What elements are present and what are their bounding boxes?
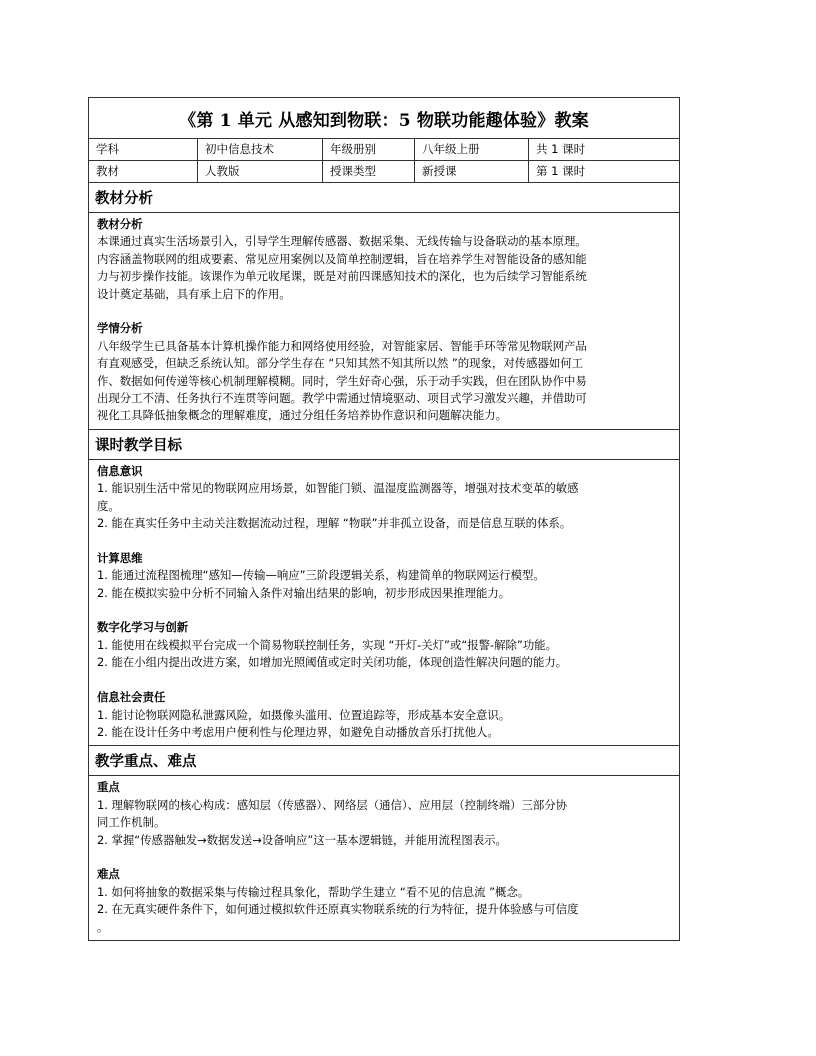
subheading-difficulties: 难点 (97, 867, 120, 882)
lesson-plan-table (88, 97, 680, 941)
subheading-learner-analysis: 学情分析 (97, 321, 143, 336)
text-line: 2. 能在小组内提出改进方案，如增加光照阈值或定时关闭功能，体现创造性解决问题的能力。 (97, 655, 568, 670)
section-heading-goals: 课时教学目标 (89, 430, 679, 460)
section-body-keys (89, 776, 679, 940)
text-line: 1. 能使用在线模拟平台完成一个简易物联控制任务，实现 “开灯-关灯”或“报警-解除”功能。 (97, 637, 557, 652)
text-line: 2. 能在模拟实验中分析不同输入条件对输出结果的影响，初步形成因果推理能力。 (97, 585, 511, 600)
meta-row-textbook (89, 161, 679, 183)
text-line: 。 (97, 919, 109, 934)
text-line: 度。 (97, 498, 120, 513)
section-heading-keys: 教学重点、难点 (89, 746, 679, 776)
subheading-social-responsibility: 信息社会责任 (97, 690, 166, 705)
grade-value: 八年级上册 (415, 139, 529, 160)
section-heading-analysis: 教材分析 (89, 183, 679, 213)
lesson-type-label: 授课类型 (323, 161, 415, 182)
meta-row-subject (89, 139, 679, 161)
text-line: 2. 能在真实任务中主动关注数据流动过程，理解 “物联”并非孤立设备，而是信息互联的体系。 (97, 516, 572, 531)
subject-label: 学科 (89, 139, 198, 160)
text-line: 同工作机制。 (97, 815, 166, 830)
text-line: 2. 掌握“传感器触发→数据发送→设备响应”这一基本逻辑链，并能用流程图表示。 (97, 832, 507, 847)
text-line: 1. 理解物联网的核心构成：感知层（传感器）、网络层（通信）、应用层（控制终端）三部分协 (97, 797, 568, 812)
text-line: 作、数据如何传递等核心机制理解模糊。同时，学生好奇心强，乐于动手实践，但在团队协作中易 (97, 373, 587, 388)
text-line: 力与初步操作技能。该课作为单元收尾课，既是对前四课感知技术的深化，也为后续学习智能系统 (97, 269, 587, 284)
current-period: 第 1 课时 (536, 164, 586, 178)
total-periods: 共 1 课时 (536, 142, 586, 156)
lesson-type-value: 新授课 (415, 161, 529, 182)
text-line: 视化工具降低抽象概念的理解难度，通过分组任务培养协作意识和问题解决能力。 (97, 408, 508, 423)
section-body-analysis (89, 213, 679, 430)
text-line: 2. 能在设计任务中考虑用户便利性与伦理边界，如避免自动播放音乐打扰他人。 (97, 724, 499, 739)
text-line: 本课通过真实生活场景引入，引导学生理解传感器、数据采集、无线传输与设备联动的基本原理。 (97, 234, 587, 249)
subheading-digital-learning: 数字化学习与创新 (97, 620, 189, 635)
textbook-label: 教材 (89, 161, 198, 182)
textbook-value: 人教版 (198, 161, 323, 182)
subheading-key-points: 重点 (97, 780, 120, 795)
subheading-information-awareness: 信息意识 (97, 463, 143, 478)
text-line: 1. 能通过流程图梳理“感知—传输—响应”三阶段逻辑关系，构建简单的物联网运行模型。 (97, 568, 545, 583)
subheading-computational-thinking: 计算思维 (97, 550, 143, 565)
subheading-textbook-analysis: 教材分析 (97, 217, 143, 231)
text-line: 1. 能讨论物联网隐私泄露风险，如摄像头滥用、位置追踪等，形成基本安全意识。 (97, 707, 511, 722)
section-body-goals (89, 460, 679, 746)
text-line: 内容涵盖物联网的组成要素、常见应用案例以及简单控制逻辑，旨在培养学生对智能设备的感知能 (97, 251, 587, 266)
text-line: 设计奠定基础，具有承上启下的作用。 (97, 286, 291, 301)
text-line: 八年级学生已具备基本计算机操作能力和网络使用经验，对智能家居、智能手环等常见物联网产品 (97, 338, 587, 353)
text-line: 有直观感受，但缺乏系统认知。部分学生存在 “只知其然不知其所以然 ”的现象，对传感器如何工 (97, 356, 584, 371)
subject-value: 初中信息技术 (198, 139, 323, 160)
text-line: 1. 能识别生活中常见的物联网应用场景，如智能门锁、温湿度监测器等，增强对技术变革的敏感 (97, 481, 579, 496)
text-line: 出现分工不清、任务执行不连贯等问题。教学中需通过情境驱动、项目式学习激发兴趣，并借助可 (97, 391, 587, 406)
document-title: 《第 1 单元 从感知到物联：5 物联功能趣体验》教案 (89, 98, 679, 139)
text-line: 1. 如何将抽象的数据采集与传输过程具象化，帮助学生建立 “看不见的信息流 ”概念。 (97, 884, 530, 899)
grade-label: 年级册别 (323, 139, 415, 160)
text-line: 2. 在无真实硬件条件下，如何通过模拟软件还原真实物联系统的行为特征，提升体验感与可信度 (97, 902, 579, 917)
